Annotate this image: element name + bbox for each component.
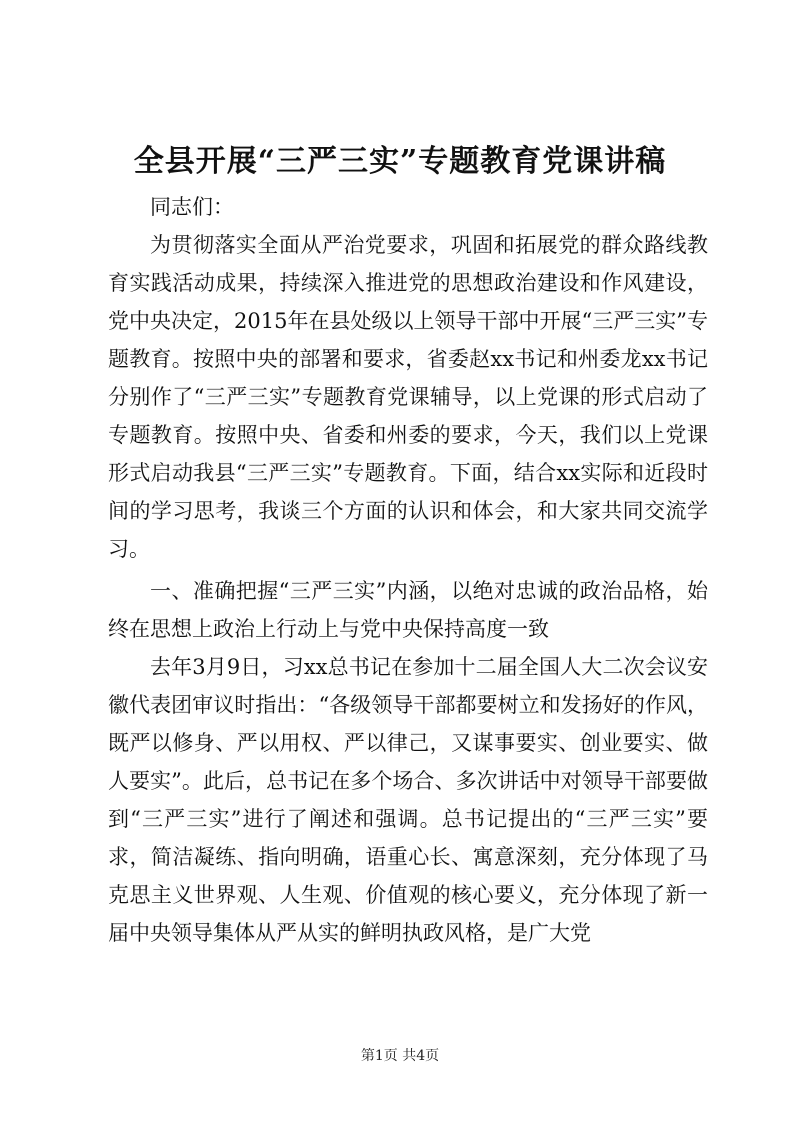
- document-title: 全县开展“三严三实”专题教育党课讲稿: [133, 144, 667, 179]
- greeting: 同志们：: [150, 195, 234, 219]
- document-body: [108, 188, 708, 952]
- section-heading-1: 一、准确把握“三严三实”内涵，以绝对忠诚的政治品格，始终在思想上政治上行动上与党中央保持高度一致: [108, 579, 708, 641]
- page-footer: 第1页 共4页: [360, 1048, 440, 1064]
- paragraph-section-1: 去年3月9日，习xx总书记在参加十二届全国人大二次会议安徽代表团审议时指出：“各级领导干部都要树立和发扬好的作风，既严以修身、严以用权、严以律己，又谋事要实、创业要实、做人要实”。此后，总书记在多个场合、多次讲话中对领导干部要做到“三严三实”进行了阐述和强调。总书记提出的“三严三实”要求，简洁凝练、指向明确，语重心长、寓意深刻，充分体现了马克思主义世界观、人生观、价值观的核心要义，充分体现了新一届中央领导集体从严从实的鲜明执政风格，是广大党: [108, 655, 708, 945]
- paragraph-intro: 为贯彻落实全面从严治党要求，巩固和拓展党的群众路线教育实践活动成果，持续深入推进党的思想政治建设和作风建设，党中央决定，2015年在县处级以上领导干部中开展“三严三实”专题教育。按照中央的部署和要求，省委赵xx书记和州委龙xx书记分别作了“三严三实”专题教育党课辅导，以上党课的形式启动了专题教育。按照中央、省委和州委的要求，今天，我们以上党课形式启动我县“三严三实”专题教育。下面，结合xx实际和近段时间的学习思考，我谈三个方面的认识和体会，和大家共同交流学习。: [108, 233, 708, 561]
